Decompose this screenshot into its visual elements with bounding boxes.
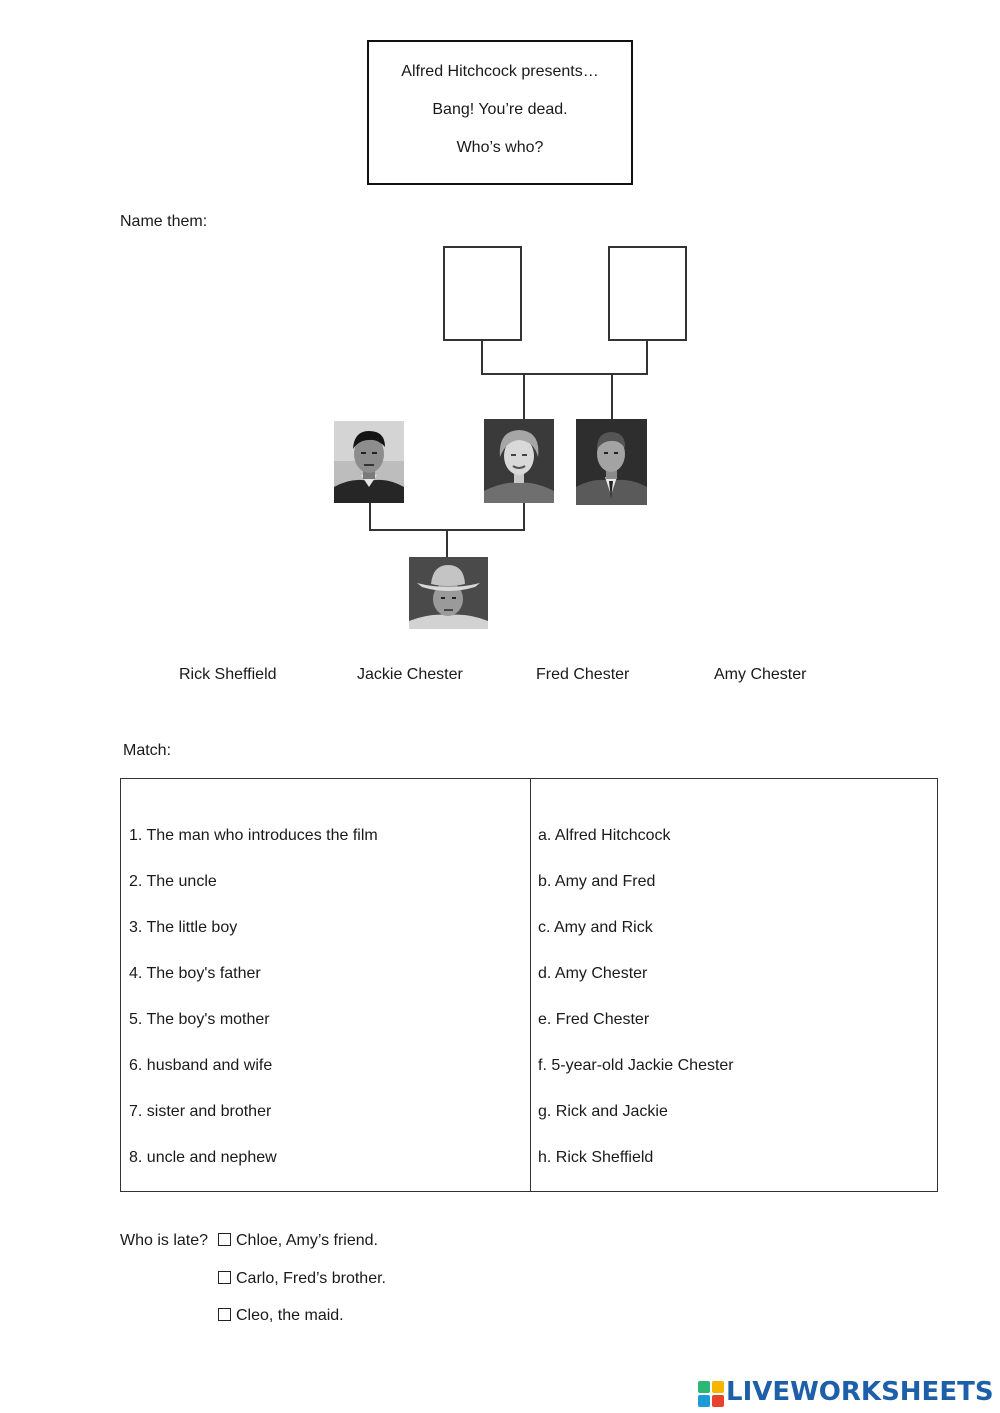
match-left-item: 6. husband and wife [129,1057,273,1074]
late-option-carlo[interactable] [218,1270,386,1288]
match-right-item: c. Amy and Rick [538,919,653,936]
match-right-item: f. 5-year-old Jackie Chester [538,1057,734,1074]
name-option-jackie: Jackie Chester [357,666,463,683]
match-left-item: 8. uncle and nephew [129,1149,277,1166]
portrait-photo-woman [484,419,554,503]
liveworksheets-brand-text: LIVEWORKSHEETS [726,1377,994,1407]
late-option-label: Carlo, Fred’s brother. [236,1270,386,1287]
checkbox-icon[interactable] [218,1271,231,1284]
late-option-chloe[interactable] [218,1232,378,1250]
late-question: Who is late? [120,1232,209,1249]
match-right-item: a. Alfred Hitchcock [538,827,671,844]
match-table-divider [530,779,531,1191]
portrait-photo-man-right [576,419,647,505]
match-left-item: 3. The little boy [129,919,238,936]
late-option-label: Cleo, the maid. [236,1307,344,1324]
tree-connector [481,373,648,375]
match-left-item: 5. The boy's mother [129,1011,270,1028]
match-left-item: 7. sister and brother [129,1103,272,1120]
match-left-item: 1. The man who introduces the film [129,827,378,844]
match-left-item: 2. The uncle [129,873,217,890]
liveworksheets-logo-icon [698,1381,724,1407]
portrait-photo-boy [409,557,488,629]
name-option-fred: Fred Chester [536,666,630,683]
late-option-label: Chloe, Amy’s friend. [236,1232,378,1249]
match-right-item: g. Rick and Jackie [538,1103,668,1120]
tree-connector [369,503,371,530]
title-line-presenter: Alfred Hitchcock presents… [401,63,599,80]
name-them-heading: Name them: [120,213,208,230]
tree-connector [646,339,648,374]
name-option-rick: Rick Sheffield [179,666,277,683]
match-right-item: d. Amy Chester [538,965,648,982]
checkbox-icon[interactable] [218,1233,231,1246]
title-box [367,40,633,185]
match-table [120,778,938,1192]
match-right-item: b. Amy and Fred [538,873,656,890]
match-right-item: h. Rick Sheffield [538,1149,654,1166]
name-option-amy: Amy Chester [714,666,807,683]
tree-connector [446,530,448,557]
tree-connector [481,339,483,374]
title-line-question: Who’s who? [456,139,544,156]
match-right-item: e. Fred Chester [538,1011,650,1028]
tree-connector [523,503,525,530]
match-left-item: 4. The boy's father [129,965,261,982]
late-option-cleo[interactable] [218,1307,344,1325]
tree-connector [523,374,525,420]
portrait-photo-man-left [334,421,404,503]
checkbox-icon[interactable] [218,1308,231,1321]
match-heading: Match: [123,742,172,759]
tree-blank-box-right[interactable] [608,246,687,341]
tree-blank-box-left[interactable] [443,246,522,341]
title-line-film: Bang! You’re dead. [432,101,568,118]
tree-connector [611,374,613,420]
